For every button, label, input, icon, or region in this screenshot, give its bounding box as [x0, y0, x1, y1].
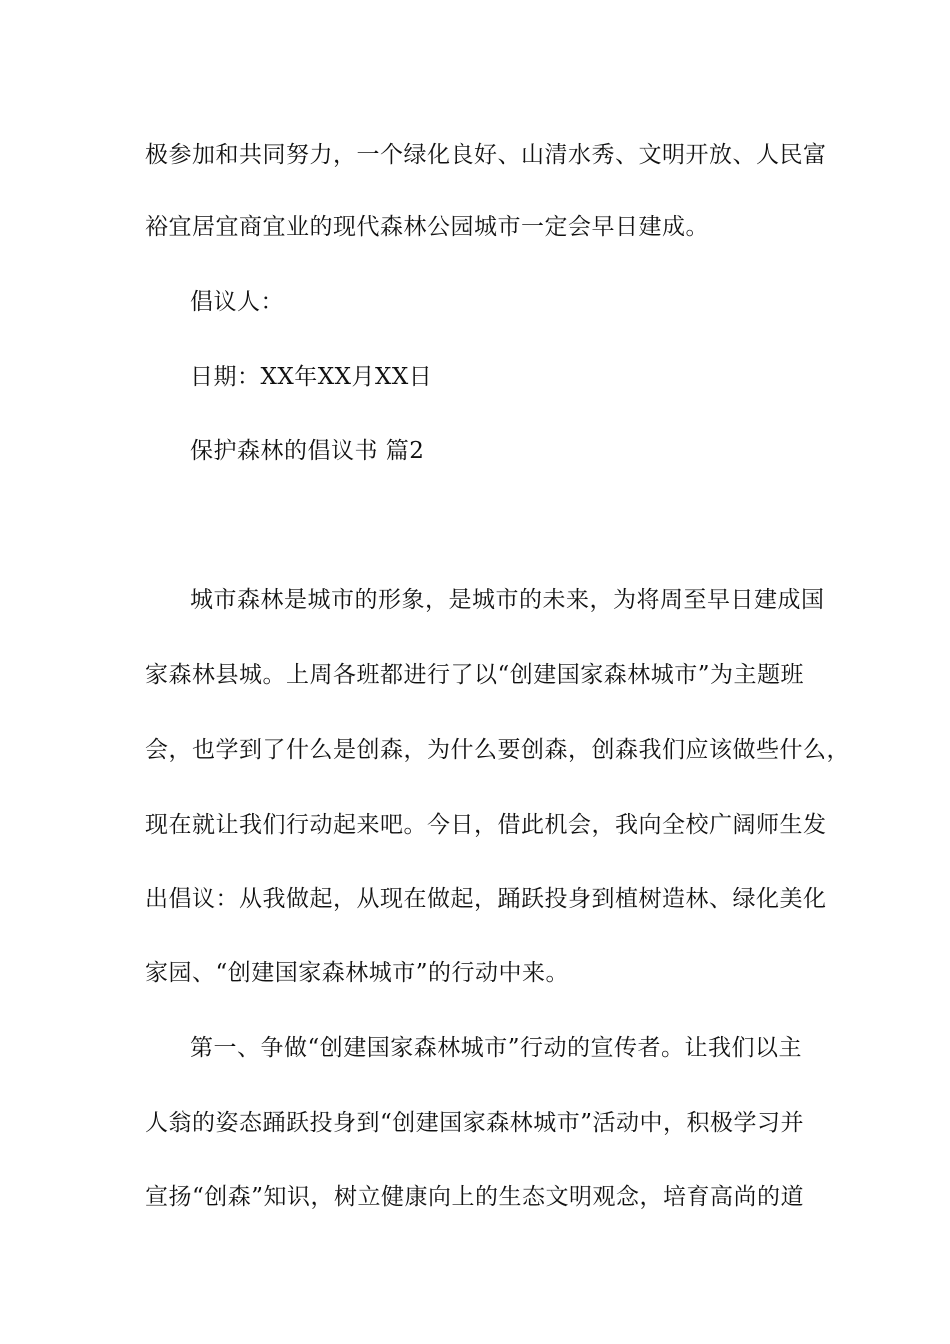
paragraph-line: 人翁的姿态踊跃投身到“创建国家森林城市”活动中，积极学习并 [145, 1110, 805, 1136]
paragraph-line: 出倡议：从我做起，从现在做起，踊跃投身到植树造林、绿化美化 [145, 886, 827, 912]
paragraph-line: 城市森林是城市的形象，是城市的未来，为将周至早日建成国 [190, 587, 825, 613]
paragraph-line: 裕宜居宜商宜业的现代森林公园城市一定会早日建成。 [145, 214, 709, 240]
paragraph-line: 极参加和共同努力，一个绿化良好、山清水秀、文明开放、人民富 [145, 142, 827, 168]
paragraph-line: 宣扬“创森”知识，树立健康向上的生态文明观念，培育高尚的道 [145, 1184, 805, 1210]
paragraph-line: 现在就让我们行动起来吧。今日，借此机会，我向全校广阔师生发 [145, 812, 827, 838]
signatory-label: 倡议人： [190, 289, 284, 315]
paragraph-line: 会，也学到了什么是创森，为什么要创森，创森我们应该做些什么， [145, 737, 850, 763]
paragraph-line: 第一、争做“创建国家森林城市”行动的宣传者。让我们以主 [190, 1035, 803, 1061]
section-title: 保护森林的倡议书 篇2 [190, 438, 425, 464]
paragraph-line: 家森林县城。上周各班都进行了以“创建国家森林城市”为主题班 [145, 662, 805, 688]
date-line: 日期：XX年XX月XX日 [190, 364, 433, 390]
paragraph-line: 家园、“创建国家森林城市”的行动中来。 [145, 960, 570, 986]
